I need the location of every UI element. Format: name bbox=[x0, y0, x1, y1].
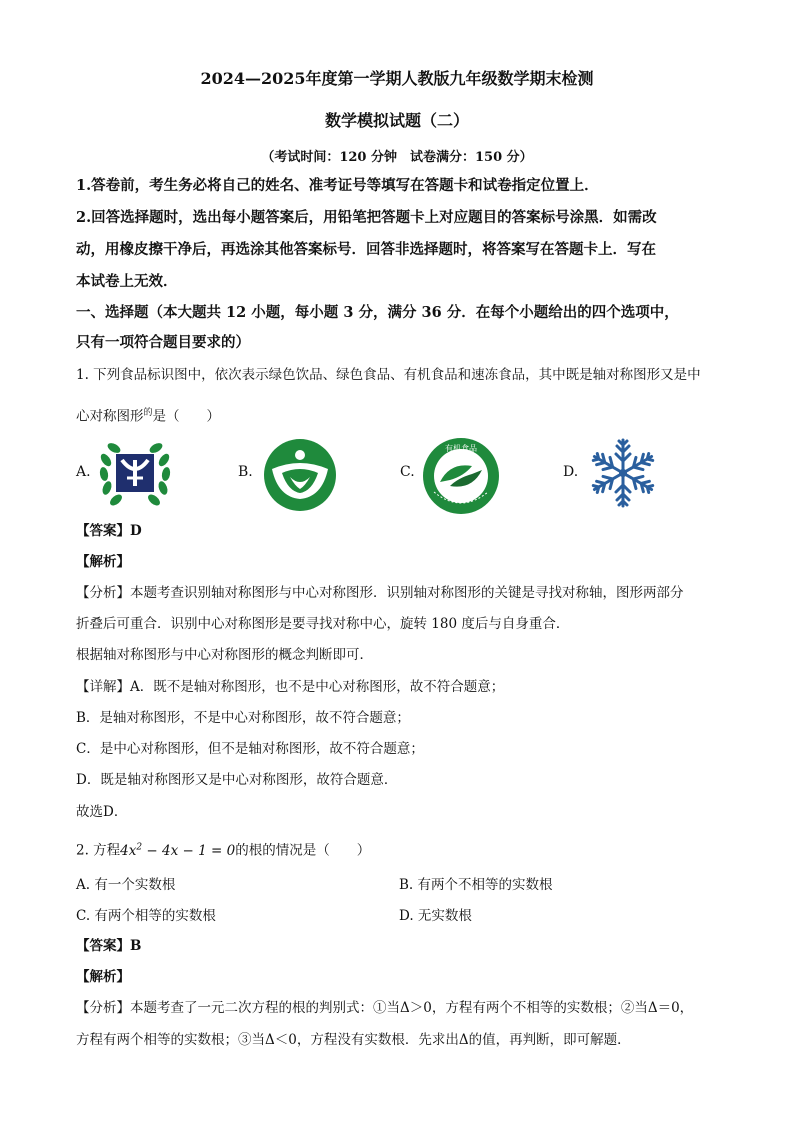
q1-detail-a: 【详解】A．既不是轴对称图形，也不是中心对称图形，故不符合题意； bbox=[76, 679, 505, 695]
q1-analysis-line2: 折叠后可重合．识别中心对称图形是要寻找对称中心，旋转 180 度后与自身重合． bbox=[76, 616, 570, 632]
q1-stem-line1: 1. 下列食品标识图中，依次表示绿色饮品、绿色食品、有机食品和速冻食品，其中既是轴对称图形又是中 bbox=[76, 367, 701, 383]
q1-analysis-line1: 【分析】本题考查识别轴对称图形与中心对称图形．识别轴对称图形的关键是寻找对称轴，图形两部分 bbox=[76, 585, 684, 601]
q1-analysis-heading: 【解析】 bbox=[76, 554, 130, 570]
organic-logo-text: 有机食品 bbox=[445, 444, 477, 453]
exam-info: （考试时间：120 分钟 试卷满分：150 分） bbox=[261, 150, 533, 165]
q1-stem-tail: 是（ ） bbox=[152, 408, 221, 425]
q1-detail-b: B．是轴对称图形，不是中心对称图形，故不符合题意； bbox=[76, 710, 410, 726]
q1-stem-text: 心对称图形 bbox=[76, 408, 144, 425]
q2-stem-prefix: 2. 方程 bbox=[76, 842, 121, 859]
q1-conclusion: 故选D． bbox=[76, 804, 128, 820]
q2-equation: $4x^2 - 4x - 1 = 0$ bbox=[120, 842, 236, 859]
page-title: 2024—2025年度第一学期人教版九年级数学期末检测 bbox=[200, 69, 594, 88]
q2-option-a: A. 有一个实数根 bbox=[76, 877, 176, 893]
q1-option-c-label: C. bbox=[400, 464, 415, 480]
instruction-2-line1: 2.回答选择题时，选出每小题答案后，用铅笔把答题卡上对应题目的答案标号涂黑．如需改 bbox=[76, 209, 657, 226]
q1-answer: 【答案】D bbox=[76, 523, 142, 539]
green-food-logo-icon bbox=[260, 437, 340, 513]
q1-detail-c: C．是中心对称图形，但不是轴对称图形，故不符合题意； bbox=[76, 741, 424, 757]
q1-stem-sup: 的 bbox=[143, 408, 153, 418]
organic-food-logo-icon bbox=[420, 436, 502, 516]
q1-stem-line2 bbox=[76, 403, 220, 427]
q2-stem-suffix: 的根的情况是（ ） bbox=[235, 842, 371, 859]
q2-analysis-line2: 方程有两个相等的实数根；③当Δ＜0，方程没有实数根．先求出Δ的值，再判断，即可解题． bbox=[76, 1032, 631, 1048]
snowflake-logo-icon bbox=[586, 436, 660, 510]
q1-detail-d: D．既是轴对称图形又是中心对称图形，故符合题意． bbox=[76, 772, 398, 788]
green-beverage-logo-icon bbox=[94, 434, 176, 514]
instruction-2-line3: 本试卷上无效． bbox=[76, 273, 178, 290]
q2-analysis-line1: 【分析】本题考查了一元二次方程的根的判别式：①当Δ＞0，方程有两个不相等的实数根；②当Δ＝0， bbox=[76, 1000, 694, 1016]
q2-stem bbox=[76, 837, 370, 861]
q2-answer: 【答案】B bbox=[76, 938, 142, 954]
page-subtitle: 数学模拟试题（二） bbox=[324, 111, 469, 130]
section-heading-line1: 一、选择题（本大题共 12 小题，每小题 3 分，满分 36 分．在每个小题给出的四个选项中， bbox=[76, 304, 679, 321]
q2-option-c: C. 有两个相等的实数根 bbox=[76, 908, 216, 924]
q2-option-d: D. 无实数根 bbox=[399, 908, 472, 924]
q2-option-b: B. 有两个不相等的实数根 bbox=[399, 877, 553, 893]
q1-option-b-label: B. bbox=[238, 464, 253, 480]
q2-analysis-heading: 【解析】 bbox=[76, 969, 130, 985]
q1-option-d-label: D. bbox=[563, 464, 579, 480]
q1-analysis-line3: 根据轴对称图形与中心对称图形的概念判断即可． bbox=[76, 647, 373, 663]
section-heading-line2: 只有一项符合题目要求的） bbox=[76, 334, 250, 351]
instruction-2-line2: 动，用橡皮擦干净后，再选涂其他答案标号．回答非选择题时，将答案写在答题卡上．写在 bbox=[76, 241, 656, 258]
instruction-1: 1.答卷前，考生务必将自己的姓名、准考证号等填写在答题卡和试卷指定位置上． bbox=[76, 177, 599, 194]
q1-option-a-label: A. bbox=[76, 464, 91, 480]
